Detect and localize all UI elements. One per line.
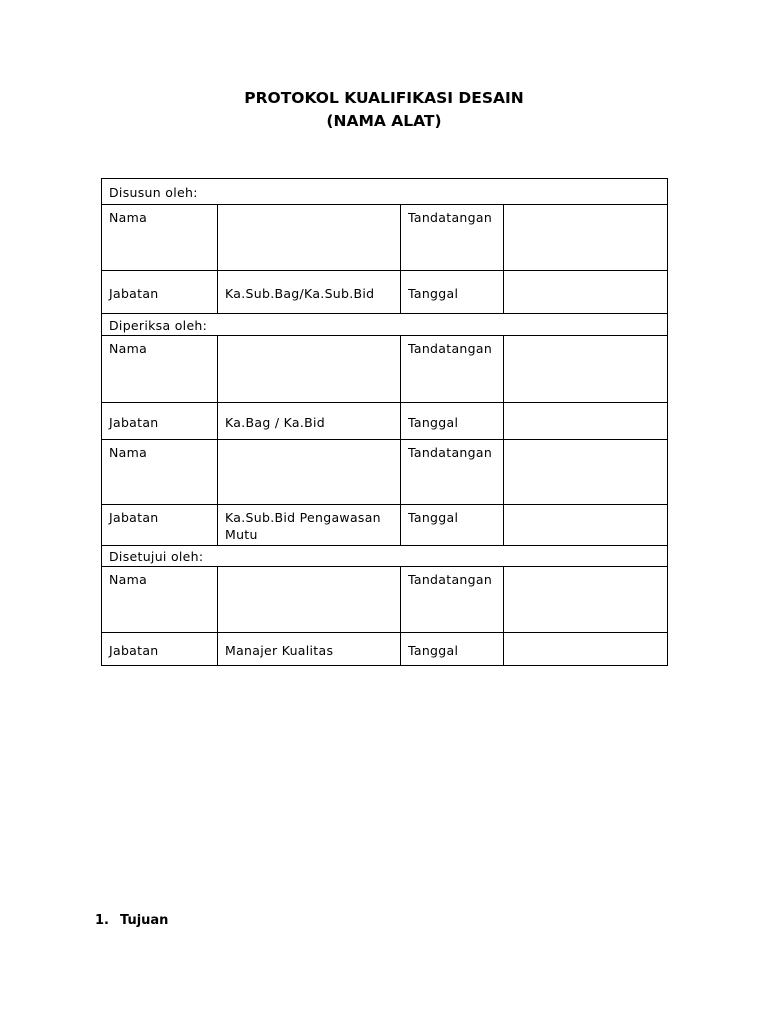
table-row bbox=[102, 336, 668, 403]
date-cell bbox=[504, 633, 668, 666]
disetujui-header: Disetujui oleh: bbox=[102, 546, 668, 567]
table-row bbox=[102, 505, 668, 546]
document-subtitle: (NAMA ALAT) bbox=[326, 112, 442, 130]
disusun-header: Disusun oleh: bbox=[102, 179, 668, 205]
document-title: PROTOKOL KUALIFIKASI DESAIN bbox=[244, 89, 524, 107]
jabatan-value: Ka.Sub.Bid Pengawasan Mutu bbox=[218, 505, 401, 546]
jabatan-label: Jabatan bbox=[102, 633, 218, 666]
tandatangan-label: Tandatangan bbox=[401, 205, 504, 271]
nama-value-cell bbox=[218, 336, 401, 403]
nama-label: Nama bbox=[102, 205, 218, 271]
section-header-row bbox=[102, 314, 668, 336]
date-cell bbox=[504, 403, 668, 440]
section-header-row bbox=[102, 546, 668, 567]
table-row bbox=[102, 567, 668, 633]
nama-value-cell bbox=[218, 440, 401, 505]
jabatan-label: Jabatan bbox=[102, 505, 218, 546]
section-heading bbox=[95, 913, 168, 928]
tanggal-label: Tanggal bbox=[401, 403, 504, 440]
table-row bbox=[102, 440, 668, 505]
nama-label: Nama bbox=[102, 336, 218, 403]
tanggal-label: Tanggal bbox=[401, 505, 504, 546]
table-row bbox=[102, 205, 668, 271]
table-row bbox=[102, 271, 668, 314]
jabatan-value: Ka.Sub.Bag/Ka.Sub.Bid bbox=[218, 271, 401, 314]
tandatangan-label: Tandatangan bbox=[401, 440, 504, 505]
tanggal-label: Tanggal bbox=[401, 271, 504, 314]
date-cell bbox=[504, 505, 668, 546]
nama-label: Nama bbox=[102, 567, 218, 633]
signature-cell bbox=[504, 336, 668, 403]
jabatan-label: Jabatan bbox=[102, 403, 218, 440]
table-row bbox=[102, 403, 668, 440]
signature-cell bbox=[504, 567, 668, 633]
jabatan-value: Manajer Kualitas bbox=[218, 633, 401, 666]
nama-value-cell bbox=[218, 567, 401, 633]
section-title: Tujuan bbox=[120, 913, 169, 928]
jabatan-value: Ka.Bag / Ka.Bid bbox=[218, 403, 401, 440]
diperiksa-header: Diperiksa oleh: bbox=[102, 314, 668, 336]
section-number: 1. bbox=[95, 913, 109, 928]
date-cell bbox=[504, 271, 668, 314]
signature-cell bbox=[504, 440, 668, 505]
section-header-row bbox=[102, 179, 668, 205]
signature-cell bbox=[504, 205, 668, 271]
jabatan-label: Jabatan bbox=[102, 271, 218, 314]
tandatangan-label: Tandatangan bbox=[401, 336, 504, 403]
table-row bbox=[102, 633, 668, 666]
approval-table bbox=[101, 178, 668, 666]
nama-value-cell bbox=[218, 205, 401, 271]
nama-label: Nama bbox=[102, 440, 218, 505]
tanggal-label: Tanggal bbox=[401, 633, 504, 666]
tandatangan-label: Tandatangan bbox=[401, 567, 504, 633]
